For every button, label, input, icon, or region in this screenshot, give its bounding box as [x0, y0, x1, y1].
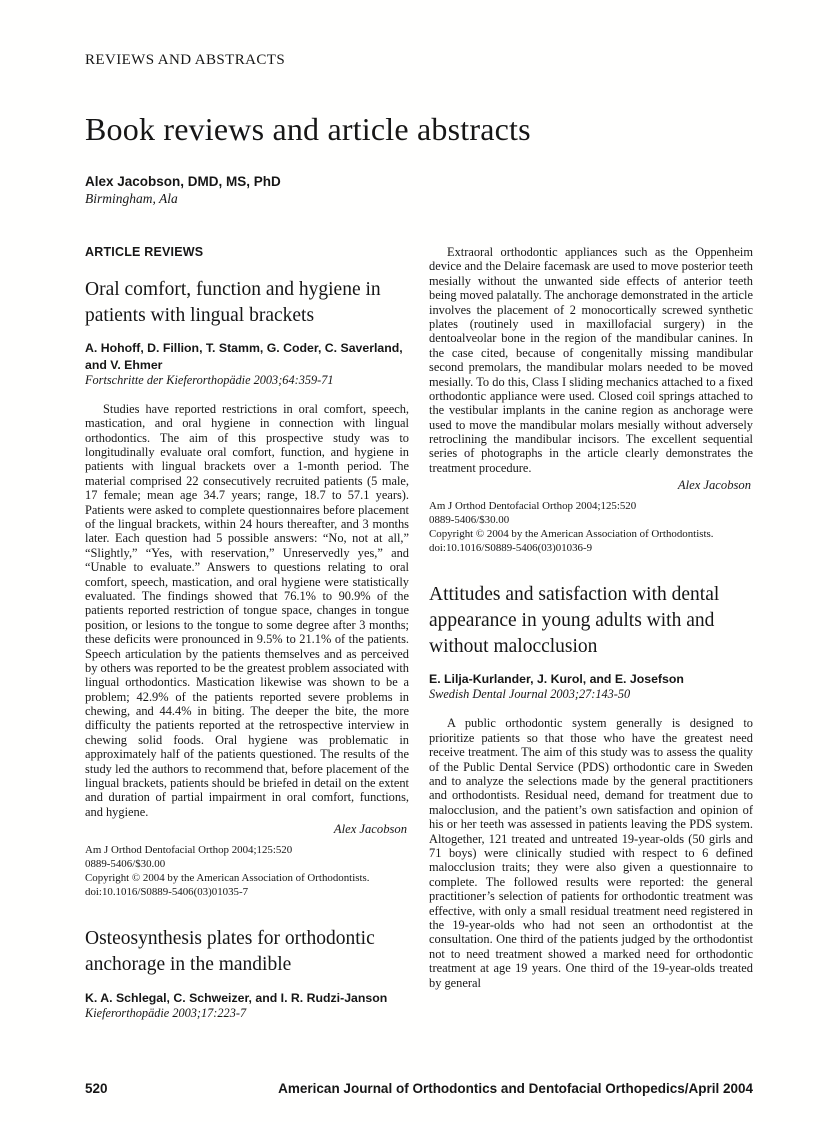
- section-kicker: REVIEWS AND ABSTRACTS: [85, 52, 286, 68]
- article-2-citation: [429, 500, 753, 556]
- citation-line: 0889-5406/$30.00: [85, 858, 166, 871]
- citation-line: Copyright © 2004 by the American Association of Orthodontists.: [85, 872, 370, 885]
- page-title: Book reviews and article abstracts: [85, 111, 531, 147]
- article-1-title: Oral comfort, function and hygiene in patients with lingual brackets: [85, 279, 381, 326]
- citation-line: doi:10.1016/S0889-5406(03)01036-9: [429, 542, 593, 555]
- article-2-authors: K. A. Schlegal, C. Schweizer, and I. R. Rudzi-Janson: [85, 990, 388, 1005]
- left-column: [85, 245, 409, 1059]
- two-column-layout: [85, 245, 753, 1059]
- article-3-journal-ref: Swedish Dental Journal 2003;27:143-50: [429, 687, 631, 702]
- page-author-affiliation: Birmingham, Ala: [85, 191, 178, 206]
- article-1-body: Studies have reported restrictions in oral comfort, speech, mastication, and oral hygiene in connection with lingual orthodontics. The aim of this prospective study was to longitudinally evaluate oral comfort, function, and hygiene in patients with lingual brackets over a 1-month period. The material comprised 22 consecutively recruited patients (5 male, 17 female; mean age 34.7 years; range, 18.7 to 57.1 years). Patients were asked to complete questionnaires before placement of the lingual brackets, within 24 hours thereafter, and 3 months later. Each question had 5 possible answers: “No, not at all,” “Slightly,” “Yes, with reservation,” Unreservedly yes,” and “Unable to evaluate.” Answers to questions relating to oral comfort, speech, mastication, and oral hygiene were statistically evaluated. The findings showed that 76.1% to 90.9% of the patients reported restriction of tongue space, changes in tongue position, or lesions to the tongue to some degree after 3 months; these deficits were pronounced in 9.5% to 21.1% of the patients. Speech articulation by the patients themselves and as perceived by others was reported to be the greatest problem associated with lingual orthodontics. Mastication likewise was shown to be a problem; 42.9% of the patients reported severe problems in chewing, and 44.4% in biting. The deeper the bite, the more difficulty the patients reported at the retrospective interview in chewing solid foods. Oral hygiene was problematic in approximately half of the patients questioned. The results of the study led the authors to recommend that, before placement of the lingual brackets, patients should be briefed in detail on the extent and duration of partial impairment in oral comfort, functions, and hygiene.: [85, 401, 409, 819]
- article-2-journal-ref: Kieferorthopädie 2003;17:223-7: [85, 1005, 247, 1020]
- article-1-reviewer-signature: Alex Jacobson: [333, 822, 407, 837]
- citation-line: Copyright © 2004 by the American Association of Orthodontists.: [429, 528, 714, 541]
- citation-line: 0889-5406/$30.00: [429, 514, 510, 527]
- article-3-authors: E. Lilja-Kurlander, J. Kurol, and E. Josefson: [429, 672, 684, 687]
- citation-line: Am J Orthod Dentofacial Orthop 2004;125:520: [429, 500, 637, 513]
- article-2-body: Extraoral orthodontic appliances such as the Oppenheim device and the Delaire facemask are used to move posterior teeth mesially without the unwanted side effects of anterior teeth being moved palatally. The anchorage demonstrated in the article involves the placement of 2 monocortically screwed synthetic plates (routinely used in maxillofacial surgery) in the dentoalveolar bone in the region of the mandibular canines. In the case cited, because of congenitally missing mandibular second premolars, the mandibular molars needed to be moved mesially. To do this, Class I sliding mechanics attached to a fixed orthodontic appliance were used. Closed coil springs attached to the vestibular implants in the canine region as anchorage were used to move the mandibular molars mesially without adversely retroclining the mandibular incisors. The excellent sequential series of photographs in the article clearly demonstrates the treatment procedure.: [429, 245, 753, 475]
- article-1-authors: A. Hohoff, D. Fillion, T. Stamm, G. Coder, C. Saverland, and V. Ehmer: [85, 341, 403, 372]
- journal-footer-line: American Journal of Orthodontics and Dentofacial Orthopedics/April 2004: [278, 1081, 753, 1096]
- page-number: 520: [85, 1081, 108, 1096]
- citation-line: Am J Orthod Dentofacial Orthop 2004;125:520: [85, 844, 293, 857]
- article-3-body: A public orthodontic system generally is designed to prioritize patients so that those who have the greatest need receive treatment. The aim of this study was to assess the quality of the Public Dental Service (PDS) orthodontic care in Sweden and to analyze the selections made by the general practitioners and orthodontists. Residual need, demand for treatment due to malocclusion, and the patient’s own satisfaction and opinion of his or her teeth was assessed in patients leaving the PDS system. Altogether, 121 treated and untreated 19-year-olds (50 girls and 71 boys) were clinically studied with respect to 6 defined malocclusion traits; they were also given a questionnaire to complete. The followed results were reported: the general practitioner’s selection of patients for orthodontic treatment was effective, with only a small residual treatment need registered in the 19-year-olds who had not seen an orthodontist at the consultation. One third of the patients judged by the orthodontist not to need treatment showed a marked need for orthodontic treatment at age 19 years. One third of the 19-year-olds treated by general: [429, 716, 753, 990]
- article-3-title: Attitudes and satisfaction with dental appearance in young adults with and without malocclusion: [429, 584, 720, 657]
- page-author: Alex Jacobson, DMD, MS, PhD: [85, 174, 281, 189]
- article-1-citation: [85, 844, 409, 900]
- article-2-reviewer-signature: Alex Jacobson: [677, 478, 751, 493]
- right-column: [429, 245, 753, 1059]
- article-reviews-heading: ARTICLE REVIEWS: [85, 245, 204, 259]
- citation-line: doi:10.1016/S0889-5406(03)01035-7: [85, 886, 249, 899]
- page-footer: [85, 1081, 753, 1096]
- article-1-journal-ref: Fortschritte der Kieferorthopädie 2003;64:359-71: [85, 372, 334, 387]
- article-2-title: Osteosynthesis plates for orthodontic anchorage in the mandible: [85, 928, 375, 975]
